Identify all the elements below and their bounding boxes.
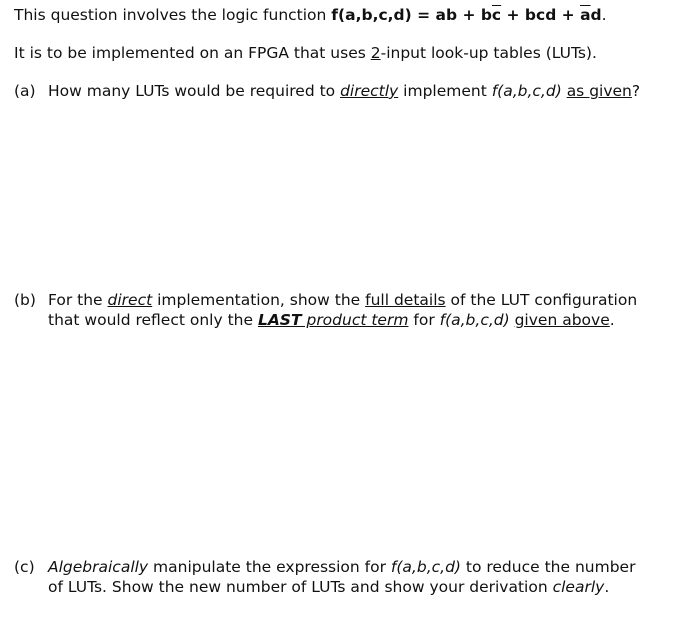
part-a-t3: implement <box>398 82 492 100</box>
part-b-direct: direct <box>107 291 153 309</box>
part-c-function: f(a,b,c,d) <box>390 558 461 576</box>
part-c-label: (c) <box>14 558 35 576</box>
part-b-function: f(a,b,c,d) <box>439 311 510 329</box>
function-lhs: f(a,b,c,d) = ab + b <box>331 6 492 24</box>
part-a-function: f(a,b,c,d) <box>491 82 562 100</box>
part-c-line-2 <box>48 577 609 597</box>
intro2-suffix: -input look-up tables (LUTs). <box>380 44 597 62</box>
part-b-last: LAST <box>257 311 302 329</box>
part-c-l2-t1: of LUTs. Show the new number of LUTs and show your derivation <box>48 578 553 596</box>
part-a-t1: How many LUTs would be required to <box>48 82 341 100</box>
part-c-t4: to reduce the number <box>460 558 636 576</box>
function-expression <box>331 6 601 24</box>
intro-line-1 <box>14 5 607 25</box>
part-c-t2: manipulate the expression for <box>148 558 391 576</box>
part-b-full-details: full details <box>365 291 446 309</box>
lut-input-count: 2 <box>370 44 381 62</box>
a-bar: $\overline{a}$ <box>580 6 591 24</box>
part-b-t5: of the LUT configuration <box>445 291 638 309</box>
part-c-end: . <box>604 578 610 596</box>
function-mid: + bcd + <box>501 6 581 24</box>
intro2-prefix: It is to be implemented on an FPGA that uses <box>14 44 371 62</box>
intro-end: . <box>601 6 607 24</box>
part-b-line-1 <box>48 290 637 310</box>
part-a-question <box>48 81 640 101</box>
part-c-line-1 <box>48 557 635 577</box>
part-b-end: . <box>609 311 615 329</box>
part-b-t1: For the <box>48 291 108 309</box>
part-c-algebraically: Algebraically <box>48 558 149 576</box>
intro-line-2 <box>14 43 597 63</box>
part-a-label: (a) <box>14 82 36 100</box>
part-b-line-2 <box>48 310 615 330</box>
function-d: d <box>590 6 602 24</box>
part-c-clearly: clearly <box>552 578 605 596</box>
part-b-label: (b) <box>14 291 36 309</box>
part-b-t3: implementation, show the <box>152 291 366 309</box>
c-bar: $\overline{c}$ <box>491 6 502 24</box>
part-b-for: for <box>408 311 440 329</box>
part-a-directly: directly <box>340 82 399 100</box>
part-b-given-above: given above <box>514 311 610 329</box>
part-b-l2-t1: that would reflect only the <box>48 311 258 329</box>
part-b-product-term: product term <box>301 311 409 329</box>
part-a-end: ? <box>631 82 641 100</box>
intro-text: This question involves the logic function <box>14 6 332 24</box>
part-a-as-given: as given <box>566 82 632 100</box>
